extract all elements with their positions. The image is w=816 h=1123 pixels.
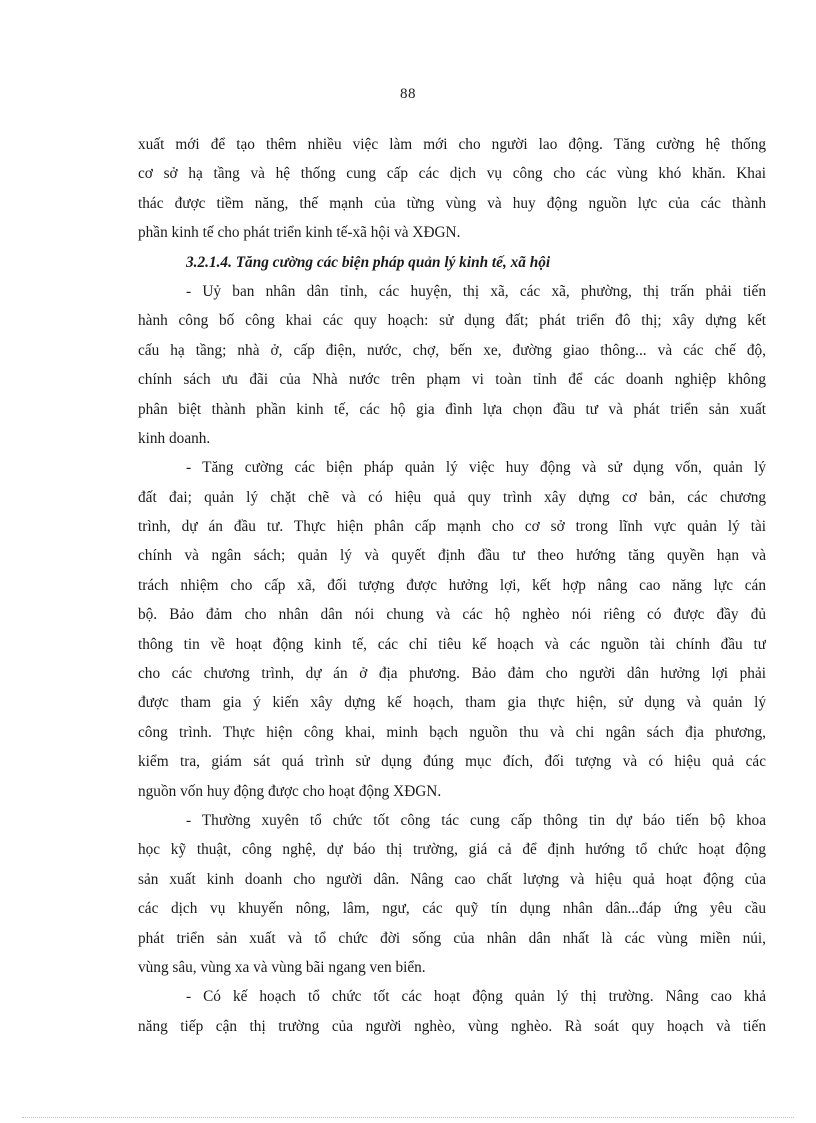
text-line: năng tiếp cận thị trường của người nghèo, vùng nghèo. Rà soát quy hoạch và tiến	[138, 1017, 766, 1035]
text-line: cho các chương trình, dự án ở địa phương. Bảo đảm cho người dân hưởng lợi phải	[138, 665, 766, 683]
page-bottom-divider	[22, 1117, 794, 1118]
text-line: chính và ngân sách; quản lý và quyết định đầu tư theo hướng tăng quyền hạn và	[138, 547, 766, 565]
text-line: trách nhiệm cho cấp xã, đối tượng được hưởng lợi, kết hợp nâng cao năng lực cán	[138, 576, 766, 594]
text-line: bộ. Bảo đảm cho nhân dân nói chung và các hộ nghèo nói riêng có được đầy đủ	[138, 606, 766, 624]
text-line: trình, dự án đầu tư. Thực hiện phân cấp mạnh cho cơ sở trong lĩnh vực quản lý tài	[138, 518, 766, 536]
text-line: chính sách ưu đãi của Nhà nước trên phạm vi toàn tỉnh để các doanh nghiệp không	[138, 371, 766, 389]
text-line: xuất mới để tạo thêm nhiều việc làm mới cho người lao động. Tăng cường hệ thống	[138, 136, 766, 153]
text-line: - Thường xuyên tổ chức tốt công tác cung cấp thông tin dự báo tiến bộ khoa	[186, 811, 766, 829]
text-line: công trình. Thực hiện công khai, minh bạch nguồn thu và chi ngân sách địa phương,	[138, 723, 766, 741]
text-line: phát triển sản xuất và tổ chức đời sống của nhân dân nhất là các vùng miền núi,	[138, 929, 766, 947]
text-line: kinh doanh.	[138, 429, 211, 447]
text-line: các dịch vụ khuyến nông, lâm, ngư, các quỹ tín dụng nhân dân...đáp ứng yêu cầu	[138, 900, 766, 918]
page-number: 88	[400, 86, 416, 102]
section-heading: 3.2.1.4. Tăng cường các biện pháp quản lý kinh tế, xã hội	[186, 253, 551, 271]
text-line: - Có kế hoạch tổ chức tốt các hoạt động quản lý thị trường. Nâng cao khả	[186, 988, 766, 1006]
text-line: cấu hạ tầng; nhà ở, cấp điện, nước, chợ, bến xe, đường giao thông... và các chế độ,	[138, 341, 766, 359]
text-line: phần kinh tế cho phát triển kinh tế-xã hội và XĐGN.	[138, 224, 461, 242]
text-line: phân biệt thành phần kinh tế, các hộ gia đình lựa chọn đầu tư và phát triển sản xuất	[138, 400, 766, 418]
text-line: nguồn vốn huy động được cho hoạt động XĐGN.	[138, 782, 442, 800]
text-line: vùng sâu, vùng xa và vùng bãi ngang ven biển.	[138, 958, 426, 976]
text-line: học kỹ thuật, công nghệ, dự báo thị trường, giá cả để định hướng tổ chức hoạt động	[138, 841, 766, 859]
text-line: thông tin về hoạt động kinh tế, các chỉ tiêu kế hoạch và các nguồn tài chính đầu tư	[138, 635, 766, 653]
text-line: được tham gia ý kiến xây dựng kế hoạch, tham gia thực hiện, sử dụng và quản lý	[138, 694, 766, 712]
text-line: đất đai; quản lý chặt chẽ và có hiệu quả quy trình xây dựng cơ bản, các chương	[138, 488, 766, 506]
text-line: cơ sở hạ tầng và hệ thống cung cấp các dịch vụ công cho các vùng khó khăn. Khai	[138, 165, 766, 183]
text-line: - Tăng cường các biện pháp quản lý việc huy động và sử dụng vốn, quản lý	[186, 459, 766, 477]
text-line: - Uỷ ban nhân dân tỉnh, các huyện, thị xã, các xã, phường, thị trấn phải tiến	[186, 282, 766, 300]
text-line: kiểm tra, giám sát quá trình sử dụng đúng mục đích, đối tượng và có hiệu quả các	[138, 753, 766, 771]
text-line: thác được tiềm năng, thế mạnh của từng vùng và huy động nguồn lực của các thành	[138, 194, 766, 212]
body-text	[138, 130, 766, 1041]
text-line: hành công bố công khai các quy hoạch: sử dụng đất; phát triển đô thị; xây dựng kết	[138, 312, 766, 330]
text-line: sản xuất kinh doanh cho người dân. Nâng cao chất lượng và hiệu quả hoạt động của	[138, 870, 766, 888]
